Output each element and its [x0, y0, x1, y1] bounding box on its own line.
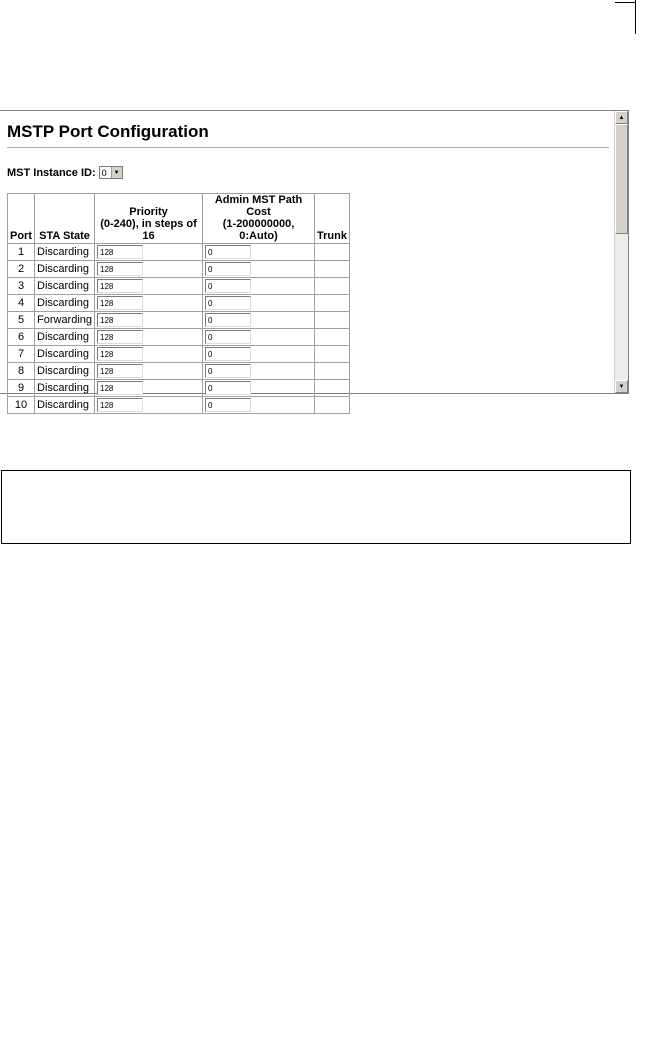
path-cost-cell [203, 312, 315, 329]
trunk-cell [315, 329, 350, 346]
port-number: 1 [8, 244, 35, 261]
path-cost-input[interactable] [205, 279, 251, 293]
header-cost-range: (1-200000000, 0:Auto) [222, 218, 295, 242]
table-row [8, 244, 350, 261]
priority-cell [95, 261, 203, 278]
table-row [8, 295, 350, 312]
table-row [8, 397, 350, 414]
port-number: 7 [8, 346, 35, 363]
path-cost-cell [203, 397, 315, 414]
chevron-down-icon[interactable]: ▼ [111, 167, 122, 178]
priority-input[interactable] [97, 398, 143, 412]
priority-input[interactable] [97, 279, 143, 293]
priority-cell [95, 329, 203, 346]
crop-mark-vertical [635, 0, 636, 34]
priority-input[interactable] [97, 296, 143, 310]
header-priority [95, 194, 203, 244]
priority-input[interactable] [97, 330, 143, 344]
instance-label: MST Instance ID: [7, 166, 96, 179]
trunk-cell [315, 278, 350, 295]
crop-mark-horizontal [615, 2, 636, 3]
trunk-cell [315, 346, 350, 363]
priority-cell [95, 278, 203, 295]
sta-state: Discarding [35, 261, 95, 278]
table-header-row [8, 194, 350, 244]
path-cost-cell [203, 261, 315, 278]
note-box [1, 470, 631, 544]
table-row [8, 261, 350, 278]
sta-state: Discarding [35, 295, 95, 312]
path-cost-input[interactable] [205, 364, 251, 378]
trunk-cell [315, 261, 350, 278]
sta-state: Discarding [35, 380, 95, 397]
priority-input[interactable] [97, 381, 143, 395]
path-cost-input[interactable] [205, 398, 251, 412]
path-cost-input[interactable] [205, 313, 251, 327]
port-number: 6 [8, 329, 35, 346]
scrollbar-thumb[interactable] [615, 124, 628, 234]
arrow-down-icon[interactable]: ▼ [615, 380, 628, 393]
path-cost-input[interactable] [205, 296, 251, 310]
sta-state: Discarding [35, 244, 95, 261]
path-cost-cell [203, 363, 315, 380]
priority-cell [95, 346, 203, 363]
sta-state: Discarding [35, 363, 95, 380]
priority-cell [95, 380, 203, 397]
path-cost-cell [203, 329, 315, 346]
header-priority-range: (0-240), in steps of 16 [100, 218, 197, 242]
arrow-up-icon[interactable]: ▲ [615, 111, 628, 124]
sta-state: Discarding [35, 329, 95, 346]
path-cost-cell [203, 295, 315, 312]
priority-input[interactable] [97, 347, 143, 361]
port-number: 5 [8, 312, 35, 329]
trunk-cell [315, 363, 350, 380]
instance-row [7, 166, 123, 179]
priority-input[interactable] [97, 313, 143, 327]
instance-id-value: 0 [101, 167, 107, 178]
trunk-cell [315, 312, 350, 329]
vertical-scrollbar[interactable] [614, 111, 628, 393]
priority-cell [95, 312, 203, 329]
port-number: 8 [8, 363, 35, 380]
sta-state: Discarding [35, 346, 95, 363]
sta-state: Discarding [35, 397, 95, 414]
path-cost-input[interactable] [205, 381, 251, 395]
port-number: 3 [8, 278, 35, 295]
priority-input[interactable] [97, 364, 143, 378]
priority-cell [95, 244, 203, 261]
page-content [0, 111, 614, 411]
priority-input[interactable] [97, 262, 143, 276]
trunk-cell [315, 244, 350, 261]
trunk-cell [315, 397, 350, 414]
path-cost-input[interactable] [205, 262, 251, 276]
header-trunk: Trunk [315, 194, 350, 244]
table-row [8, 363, 350, 380]
header-priority-title: Priority [129, 206, 168, 218]
path-cost-input[interactable] [205, 330, 251, 344]
page-title: MSTP Port Configuration [7, 122, 209, 141]
trunk-cell [315, 380, 350, 397]
table-row [8, 346, 350, 363]
port-number: 2 [8, 261, 35, 278]
table-row [8, 312, 350, 329]
priority-cell [95, 295, 203, 312]
table-row [8, 278, 350, 295]
trunk-cell [315, 295, 350, 312]
sta-state: Discarding [35, 278, 95, 295]
priority-input[interactable] [97, 245, 143, 259]
path-cost-input[interactable] [205, 347, 251, 361]
path-cost-cell [203, 346, 315, 363]
path-cost-cell [203, 244, 315, 261]
path-cost-input[interactable] [205, 245, 251, 259]
header-state: STA State [35, 194, 95, 244]
port-number: 9 [8, 380, 35, 397]
priority-cell [95, 397, 203, 414]
header-cost-title: Admin MST Path Cost [214, 194, 303, 218]
table-row [8, 380, 350, 397]
title-divider [7, 147, 609, 148]
priority-cell [95, 363, 203, 380]
port-table [7, 193, 350, 414]
instance-id-select[interactable] [99, 166, 123, 179]
sta-state: Forwarding [35, 312, 95, 329]
browser-frame [0, 110, 629, 411]
table-row [8, 329, 350, 346]
header-cost [203, 194, 315, 244]
path-cost-cell [203, 380, 315, 397]
port-number: 4 [8, 295, 35, 312]
port-number: 10 [8, 397, 35, 414]
path-cost-cell [203, 278, 315, 295]
header-port: Port [8, 194, 35, 244]
